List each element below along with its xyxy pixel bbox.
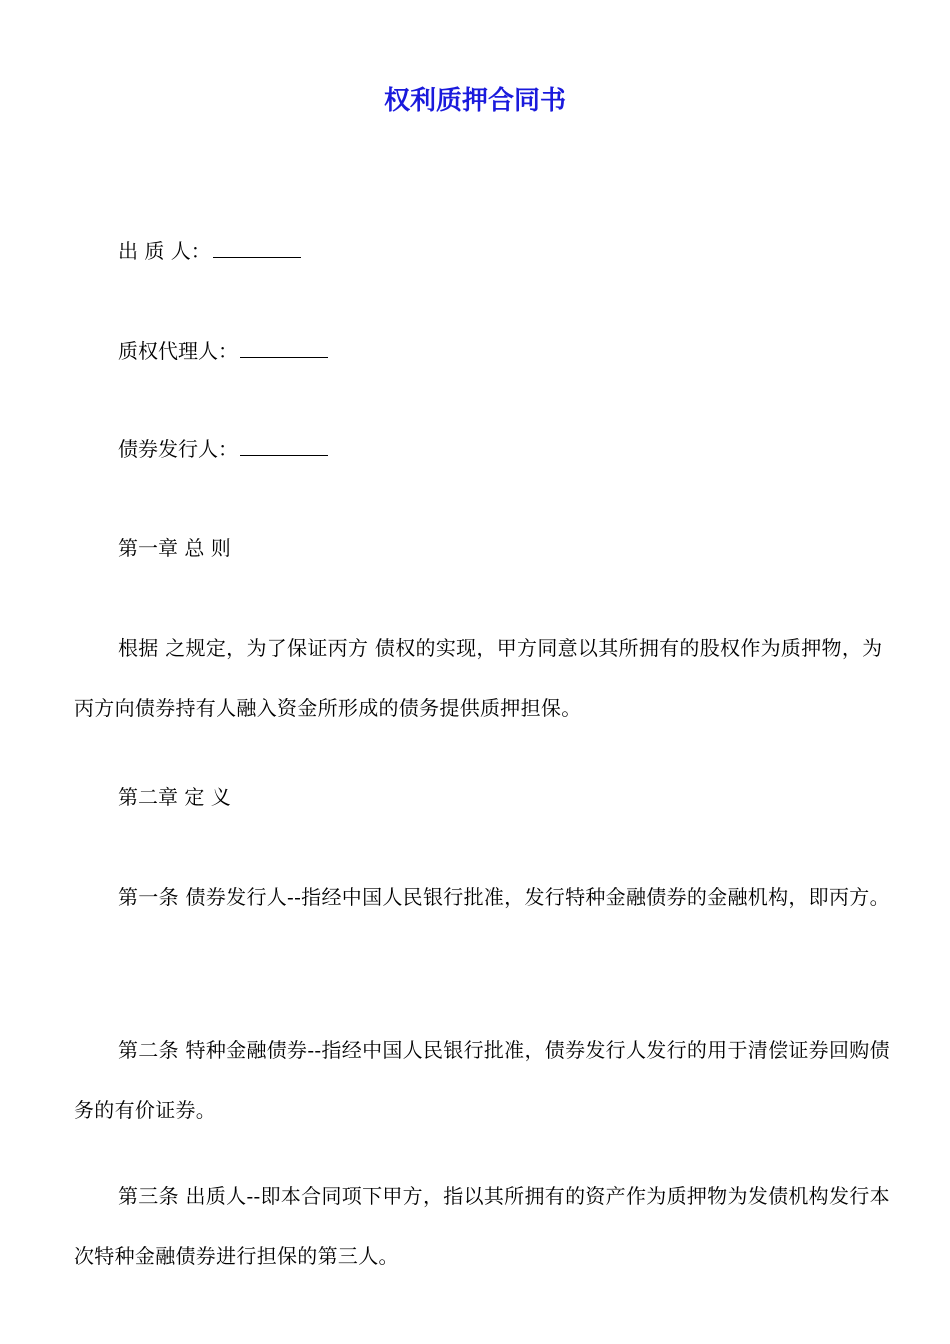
article2-text: 第二条 特种金融债券--指经中国人民银行批准，债券发行人发行的用于清偿证券回购债务的有价证券。 xyxy=(74,1038,890,1122)
pledgor-blank xyxy=(213,237,301,258)
chapter2-heading: 第二章 定 义 xyxy=(118,785,231,809)
document-title: 权利质押合同书 xyxy=(383,86,566,116)
chapter1-body: 根据 之规定，为了保证丙方 债权的实现，甲方同意以其所拥有的股权作为质押物，为丙方向债券持有人融入资金所形成的债务提供质押担保。 xyxy=(74,636,883,720)
pledgor-line xyxy=(118,236,301,266)
article1-text: 第一条 债券发行人--指经中国人民银行批准，发行特种金融债券的金融机构，即丙方。 xyxy=(118,885,890,909)
agent-blank xyxy=(240,337,328,358)
issuer-blank xyxy=(240,435,328,456)
pledgor-label: 出 质 人： xyxy=(118,239,211,263)
agent-line xyxy=(118,336,328,366)
issuer-line xyxy=(118,434,328,464)
issuer-label: 债券发行人： xyxy=(118,437,238,461)
agent-label: 质权代理人： xyxy=(118,339,238,363)
article3-text: 第三条 出质人--即本合同项下甲方，指以其所拥有的资产作为质押物为发债机构发行本次特种金融债券进行担保的第三人。 xyxy=(74,1184,890,1268)
chapter1-heading: 第一章 总 则 xyxy=(118,536,231,560)
